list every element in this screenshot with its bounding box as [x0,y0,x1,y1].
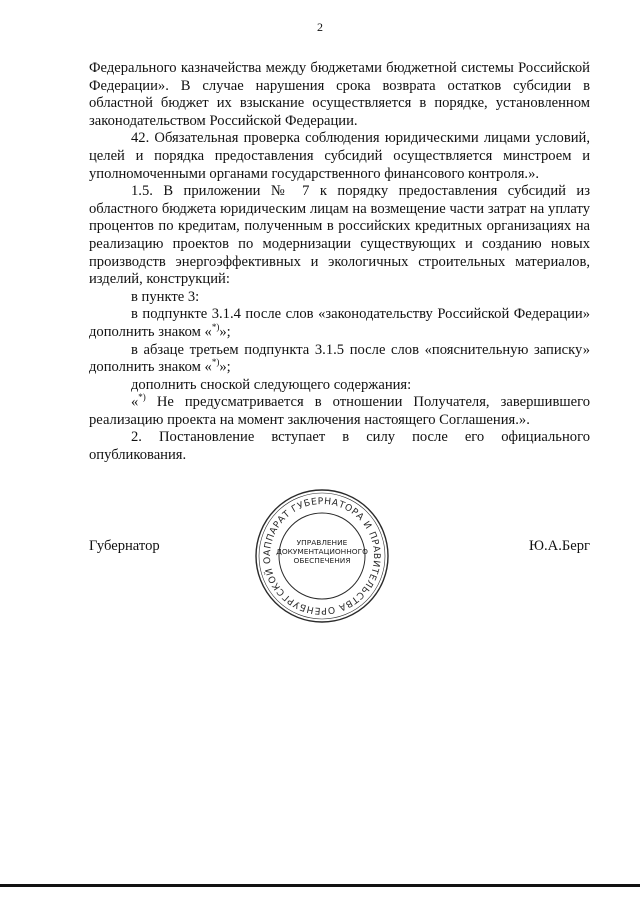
seal-ring-text-path: АППАРАТ ГУБЕРНАТОРА И ПРАВИТЕЛЬСТВА ОРЕНБУРГСКОЙ О [261,495,383,617]
footnote-mark: *) [138,392,146,403]
official-seal [254,488,390,624]
signatory-name: Ю.А.Берг [529,538,590,554]
paragraph-6-tail: »; [219,359,231,376]
signatory-position: Губернатор [89,538,160,554]
paragraph-7: дополнить сноской следующего содержания: [131,376,412,393]
paragraph-8 [89,394,590,429]
paragraph-6-text: в абзаце третьем подпункта 3.1.5 после слов «пояснительную записку» дополнить знаком « [89,341,590,376]
paragraph-5-text: в подпункте 3.1.4 после слов «законодательству Российской Федерации» дополнить знаком « [89,306,590,340]
footnote-mark: *) [211,322,220,333]
paragraph-9: 2. Постановление вступает в силу после его официального опубликования. [89,429,590,464]
page-number: 2 [317,20,323,34]
paragraph-4: в пункте 3: [131,288,200,305]
bottom-divider [0,884,640,887]
paragraph-8-text: « [131,394,139,411]
footnote-mark: *) [211,357,220,368]
paragraph-5 [89,306,590,341]
paragraph-1: Федерального казначейства между бюджетами бюджетной системы Российской Федерации». В случае нарушения срока возврата остатков субсидии в областной бюджет их взыскание осуществляется в порядке, установленном законодательством Российской Федерации. [89,60,590,129]
seal-center-text [254,538,390,565]
paragraph-2: 42. Обязательная проверка соблюдения юридическими лицами условий, целей и порядка предоставления субсидий осуществляется минстроем и уполномоченными органами государственного финансового контроля.». [89,130,590,182]
paragraph-5-tail: »; [219,323,231,340]
document-body [89,60,590,465]
seal-center-line: ДОКУМЕНТАЦИОННОГО [276,547,368,556]
seal-center-line: ОБЕСПЕЧЕНИЯ [293,556,351,565]
seal-center-line: УПРАВЛЕНИЕ [296,538,348,547]
paragraph-6 [89,342,590,377]
paragraph-3: 1.5. В приложении № 7 к порядку предоставления субсидий из областного бюджета юридическим лицам на возмещение части затрат на уплату процентов по кредитам, полученным в российских кредитных организациях на реализацию проектов по модернизации существующих и созданию новых производств энергоэффективных и экологичных строительных материалов, изделий, конструкций: [89,183,590,288]
paragraph-8-tail: Не предусматривается в отношении Получателя, завершившего реализацию проекта на момент заключения настоящего Соглашения.». [89,394,590,428]
